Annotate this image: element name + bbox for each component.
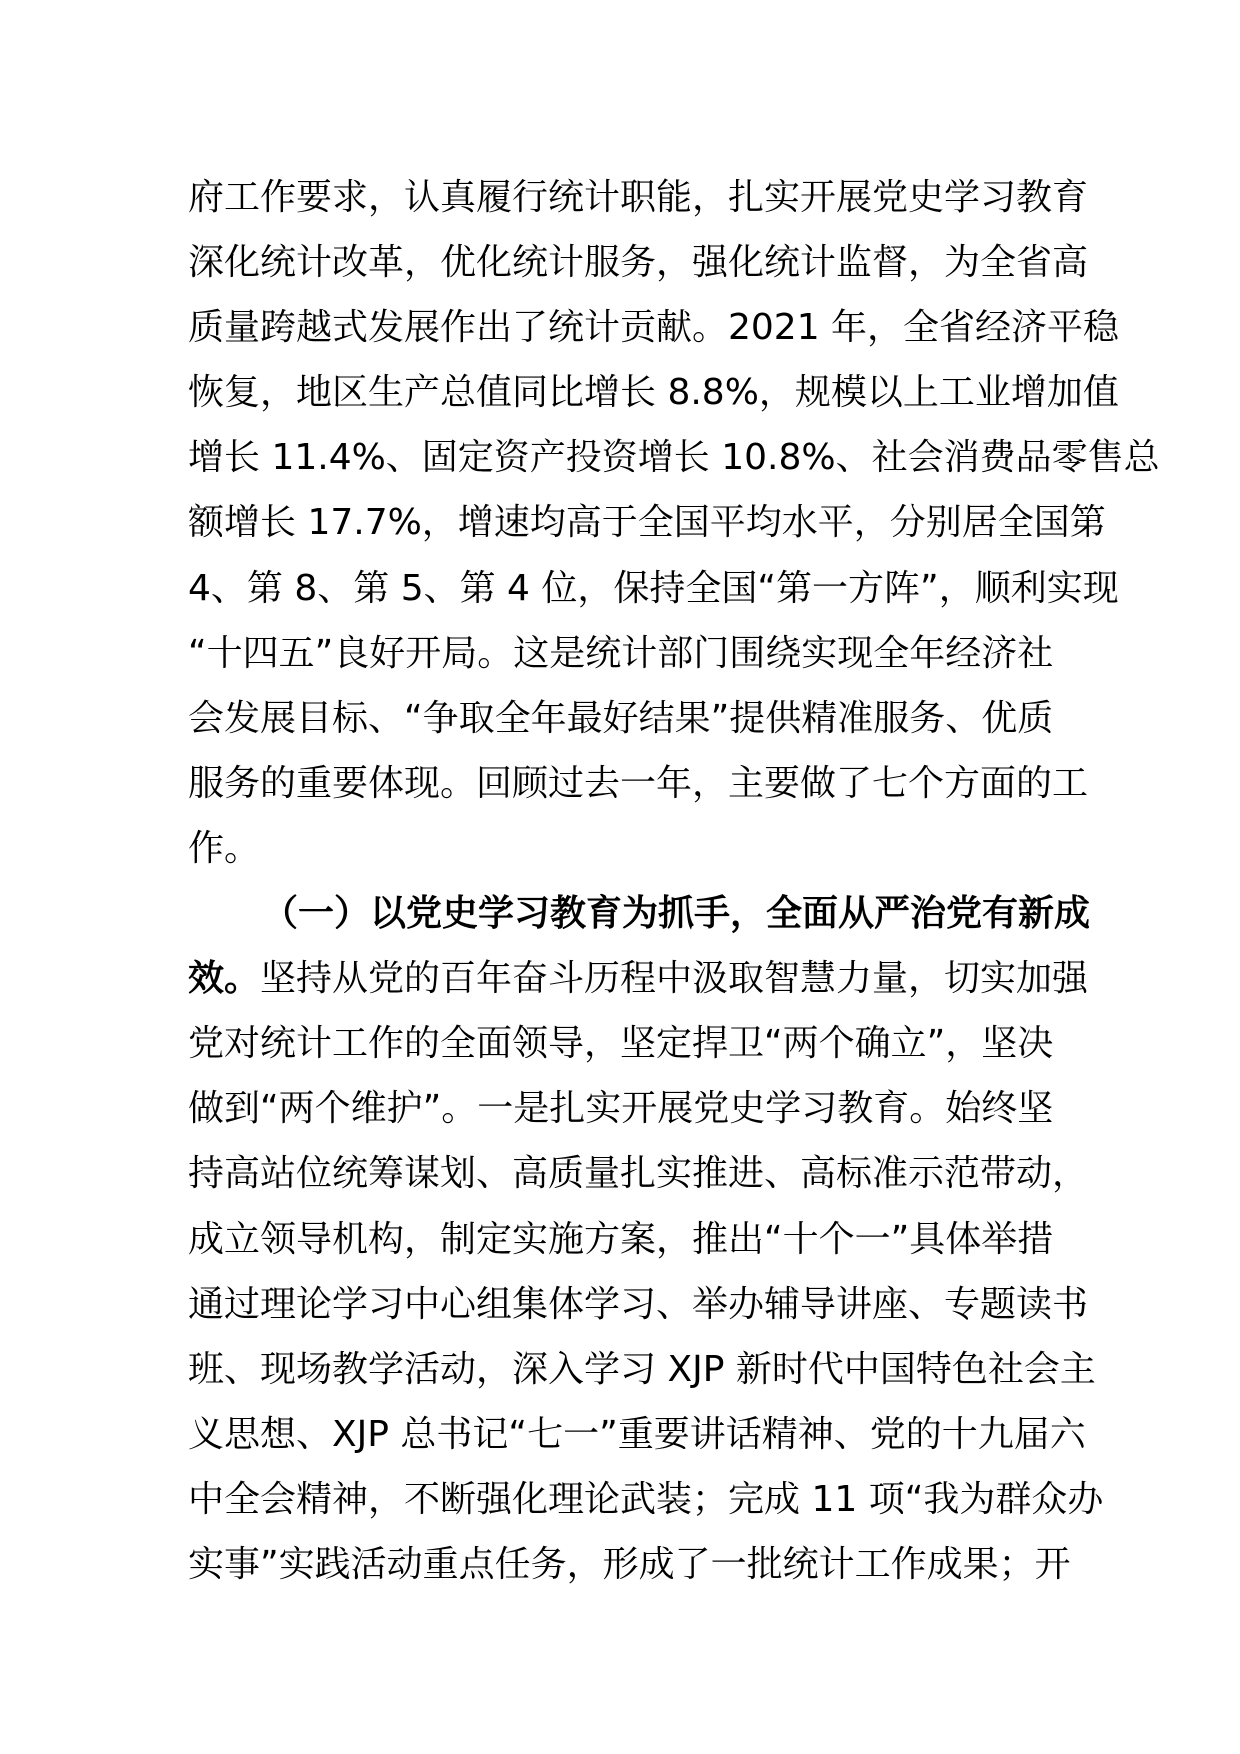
body-text <box>188 165 1160 1597</box>
text-line: 做到“两个维护”。一是扎实开展党史学习教育。始终坚 <box>188 1088 1054 1130</box>
text-line: 增长 11.4%、固定资产投资增长 10.8%、社会消费品零售总 <box>188 437 1160 479</box>
text-line: 持高站位统筹谋划、高质量扎实推进、高标准示范带动， <box>188 1153 1089 1195</box>
section-text-run: 坚持从党的百年奋斗历程中汲取智慧力量，切实加强 <box>260 958 1089 1000</box>
text-line: 成立领导机构，制定实施方案，推出“十个一”具体举措 <box>188 1218 1054 1260</box>
section-heading-end: 效。 <box>188 958 261 1000</box>
text-line: “十四五”良好开局。这是统计部门围绕实现全年经济社 <box>188 632 1054 674</box>
text-line: 作。 <box>188 827 261 869</box>
text-line: 通过理论学习中心组集体学习、举办辅导讲座、专题读书 <box>188 1283 1089 1325</box>
text-line: 中全会精神，不断强化理论武装；完成 11 项“我为群众办 <box>188 1478 1104 1520</box>
text-line: 义思想、XJP 总书记“七一”重要讲话精神、党的十九届六 <box>188 1413 1086 1455</box>
text-line: 额增长 17.7%，增速均高于全国平均水平，分别居全国第 <box>188 502 1106 544</box>
text-line: 恢复，地区生产总值同比增长 8.8%，规模以上工业增加值 <box>188 372 1119 414</box>
text-line: 党对统计工作的全面领导，坚定捍卫“两个确立”，坚决 <box>188 1023 1054 1065</box>
text-line: 服务的重要体现。回顾过去一年，主要做了七个方面的工 <box>188 762 1089 804</box>
text-line: 4、第 8、第 5、第 4 位，保持全国“第一方阵”，顺利实现 <box>188 567 1119 609</box>
text-line: 实事”实践活动重点任务，形成了一批统计工作成果；开 <box>188 1543 1071 1585</box>
text-line: 班、现场教学活动，深入学习 XJP 新时代中国特色社会主 <box>188 1348 1096 1390</box>
text-line: 深化统计改革，优化统计服务，强化统计监督，为全省高 <box>188 242 1089 284</box>
text-line: 会发展目标、“争取全年最好结果”提供精准服务、优质 <box>188 697 1054 739</box>
section-heading-continuation <box>188 946 1089 1011</box>
section-heading: （一）以党史学习教育为抓手，全面从严治党有新成 <box>262 893 1091 935</box>
text-line: 质量跨越式发展作出了统计贡献。2021 年，全省经济平稳 <box>188 307 1120 349</box>
text-line: 府工作要求，认真履行统计职能，扎实开展党史学习教育 <box>188 177 1089 218</box>
